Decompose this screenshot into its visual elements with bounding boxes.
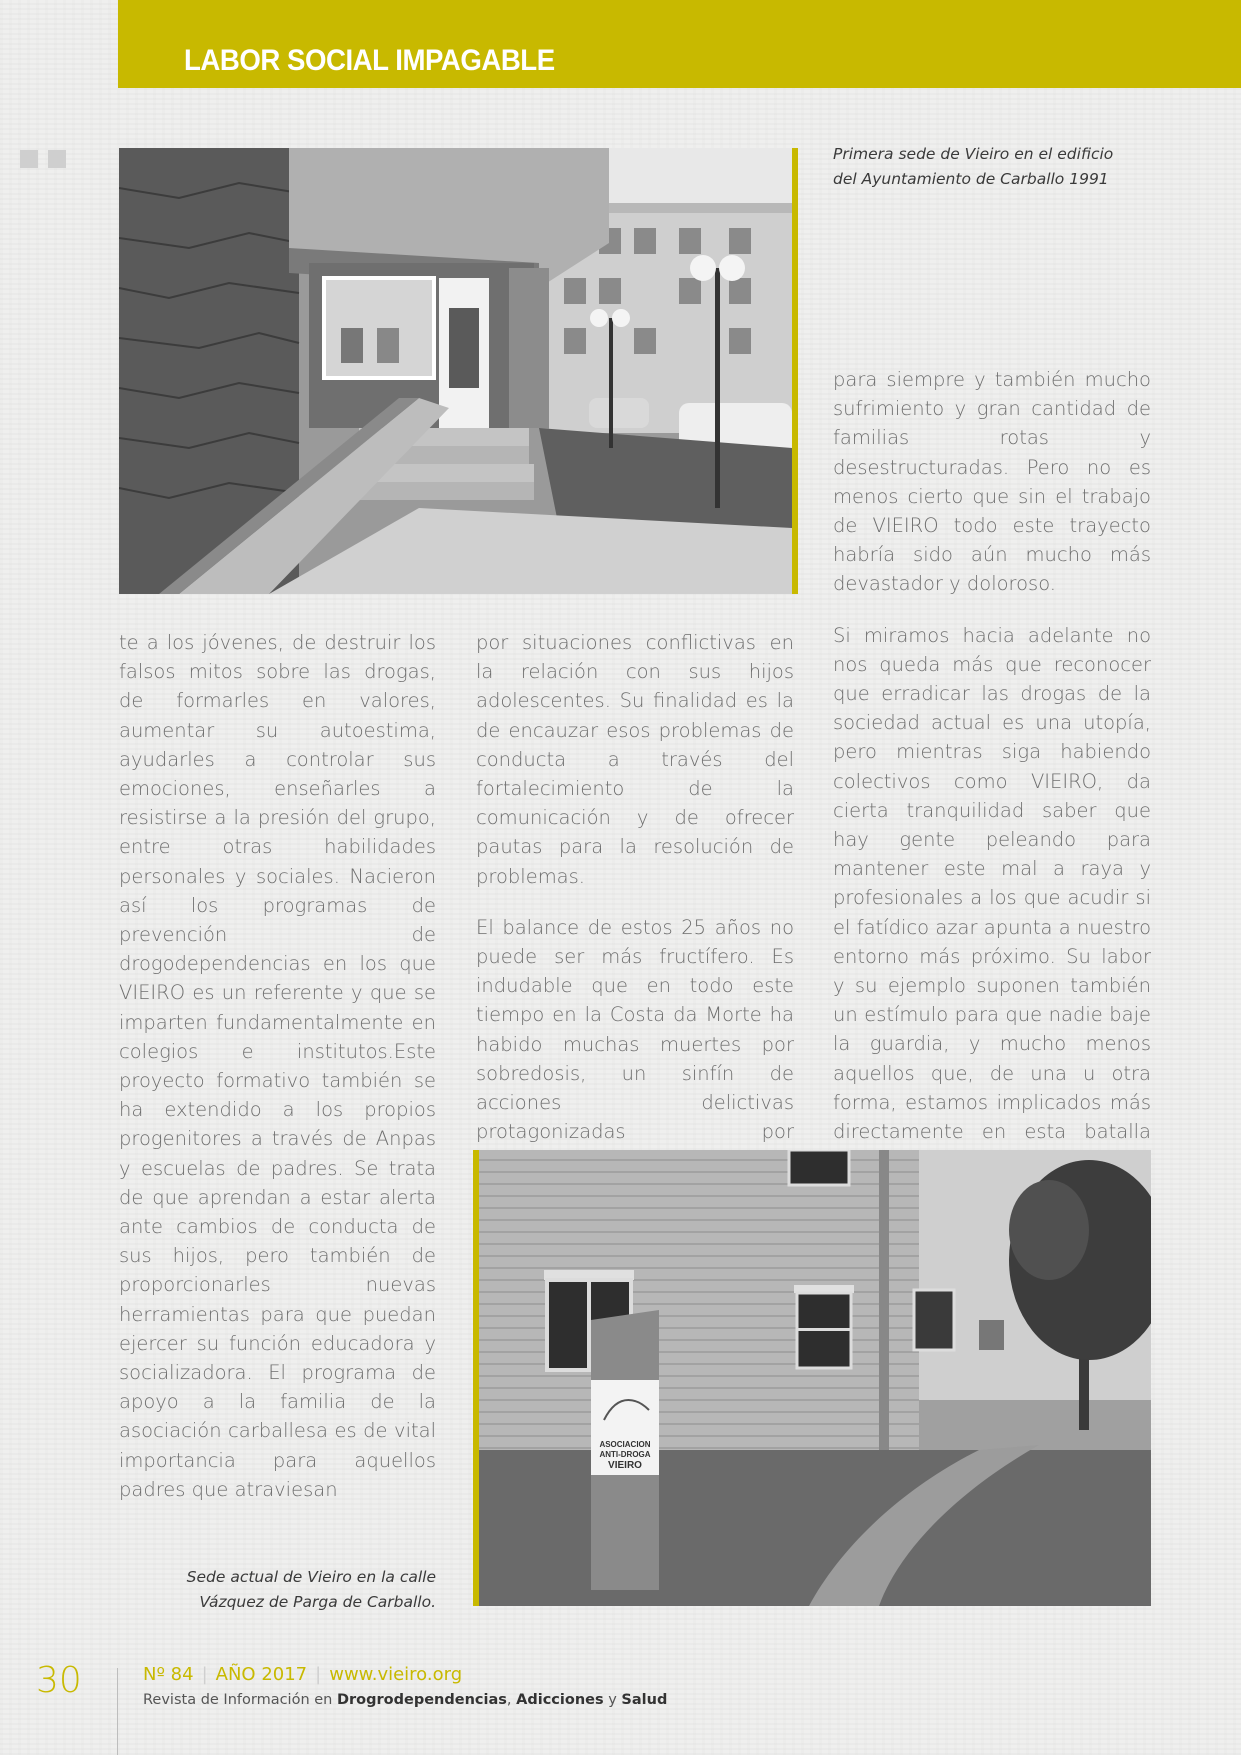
subtitle-sep-1: , [506,1692,517,1708]
caption-top [833,142,1113,192]
paragraph: por situaciones conflictivas en la relación con sus hijos adolescentes. Su finalidad es la de encauzar esos problemas de conducta a través del fortalecimiento de la comunicación y de ofrecer pautas para la resolución de problemas. [476,631,794,888]
sign-text-line-2: ANTI-DROGA [599,1450,651,1459]
paragraph: te a los jóvenes, de destruir los falsos mitos sobre las drogas, de formarles en valores, aumentar su autoestima, ayudarles a controlar sus emociones, enseñarles a resistirse a la presión del grupo, entre otras habilidades personales y sociales. Nacieron así los programas de prevención de drogodependencias en los que VIEIRO es un referente y que se imparten fundamentalmente en colegios e institutos.Este proyecto formativo también se ha extendido a los propios progenitores a través de Anpas y escuelas de padres. Se trata de que aprendan a estar alerta ante cambios de conducta de sus hijos, pero también de proporcionarles nuevas herramientas para que puedan ejercer su función educadora y socializadora. El programa de apoyo a la familia de la asociación carballesa es de vital importancia para aquellos padres que atraviesan [119,631,436,1501]
caption-bottom [180,1565,436,1615]
text-column-2 [476,628,794,1234]
sign-text-line-3: VIEIRO [608,1460,642,1471]
paragraph: para siempre y también mucho sufrimiento y gran cantidad de familias rotas y desestructuradas. Pero no es menos cierto que sin el trabajo de VIEIRO todo este trayecto habría sido aún mucho más devastador y doloroso. [833,368,1151,596]
photo-current-headquarters [479,1150,1151,1606]
footer-meta: Nº 84 | AÑO 2017 | www.vieiro.org [143,1664,463,1685]
footer-divider [117,1668,118,1755]
caption-top-line-1: Primera sede de Vieiro en el edificio [833,145,1114,163]
caption-top-line-2: del Ayuntamiento de Carballo 1991 [833,170,1109,188]
paragraph: El balance de estos 25 años no puede ser más fructífero. Es indudable que en todo este tiempo en la Costa da Morte ha habido muchas muertes por sobredosis, un sinfín de acciones delictivas protagonizadas por [476,915,794,1144]
issue-year: AÑO 2017 [215,1664,308,1685]
subtitle-prefix: Revista de Información en [143,1692,337,1708]
subtitle-term-2: Adicciones [516,1692,604,1708]
caption-bottom-line-1: Sede actual de Vieiro en la calle [186,1568,436,1586]
footer-subtitle [143,1692,667,1708]
section-title: LABOR SOCIAL IMPAGABLE [184,44,555,77]
paragraph: Si miramos hacia adelante no nos queda más que reconocer que erradicar las drogas de la sociedad actual es una utopía, pero mientras siga habiendo colectivos como VIEIRO, da cierta tranquilidad saber que hay gente peleando para mantener este mal a raya y profesionales a los que acudir si el fatídico azar apunta a nuestro entorno más próximo. Su labor y su ejemplo suponen también un estímulo para que nadie baje la guardia, y mucho menos aquellos que, de una u otra forma, estamos implicados más directamente en esta batalla [833,623,1151,1144]
photo-accent-bar-top [792,148,798,594]
subtitle-term-1: Drogrodependencias [336,1692,507,1708]
subtitle-term-3: Salud [621,1692,668,1708]
issue-number: Nº 84 [143,1664,194,1685]
sign-text-line-1: ASOCIACION [599,1440,651,1449]
photo-first-headquarters [119,148,792,594]
website-link[interactable]: www.vieiro.org [329,1664,463,1685]
text-column-3 [833,365,1151,1205]
decorative-squares [20,150,76,172]
caption-bottom-line-2: Vázquez de Parga de Carballo. [199,1593,436,1611]
subtitle-sep-2: y [603,1692,622,1708]
page-number: 30 [36,1660,82,1701]
text-column-1 [119,628,436,1504]
